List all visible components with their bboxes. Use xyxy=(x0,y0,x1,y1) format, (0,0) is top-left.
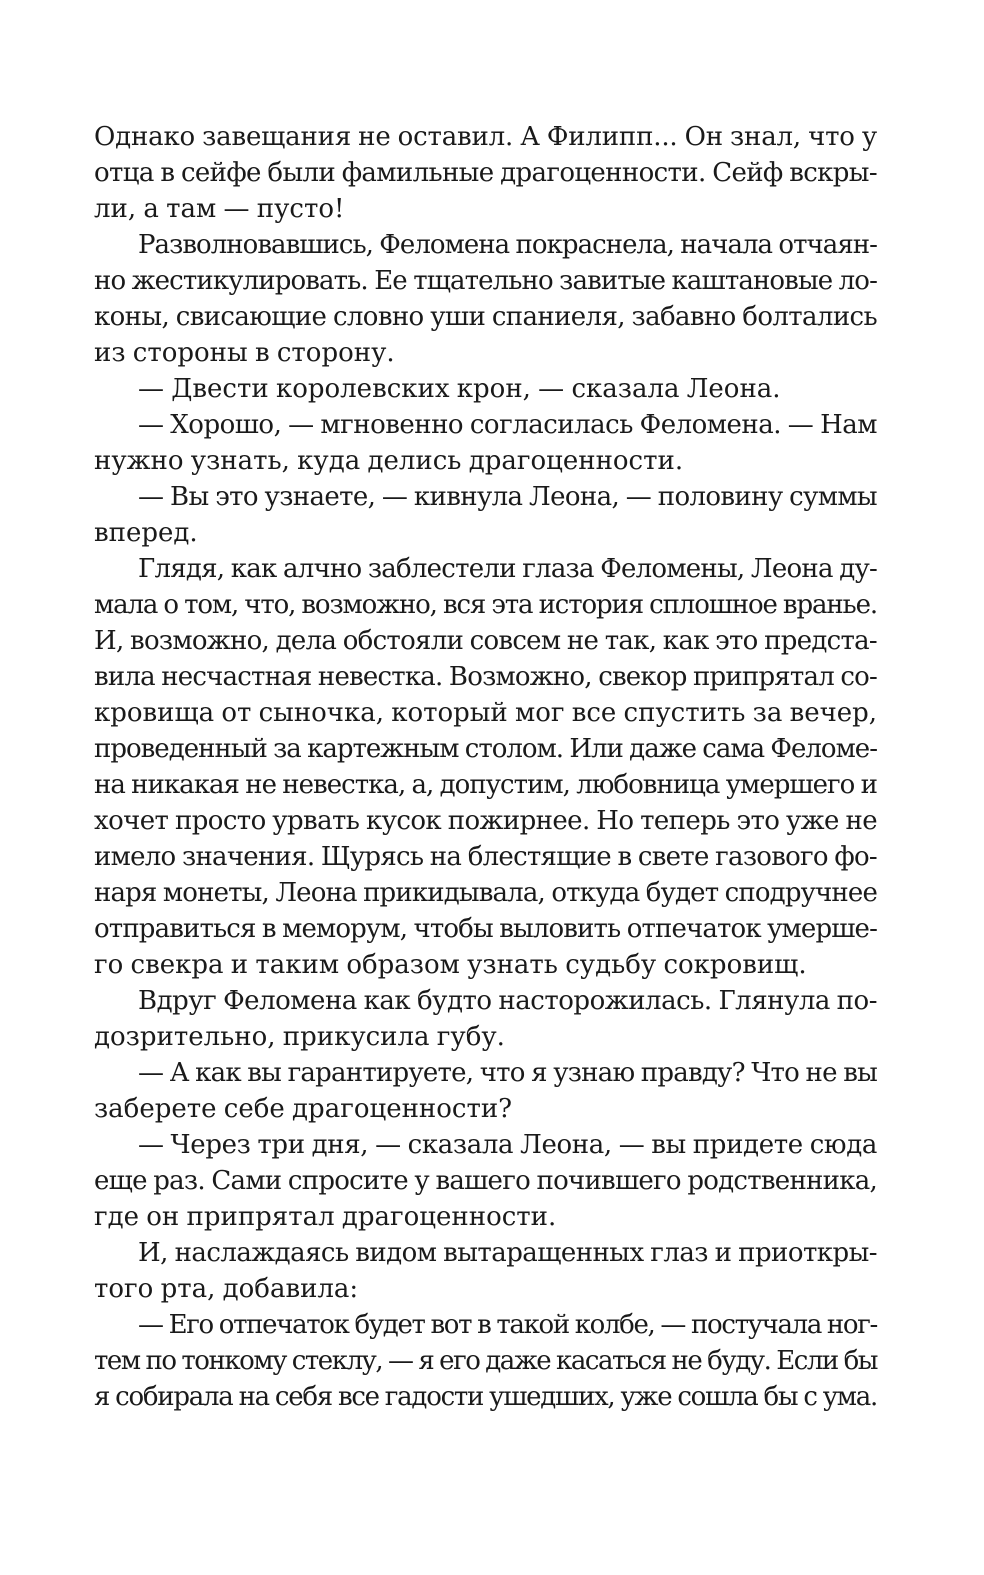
paragraph xyxy=(94,983,877,1055)
text-line: мала о том, что, возможно, вся эта история сплошное вранье. xyxy=(94,590,877,620)
text-line: И, возможно, дела обстояли совсем не так, как это предста- xyxy=(94,626,877,656)
paragraph xyxy=(94,407,877,479)
paragraph xyxy=(94,551,877,983)
text-line: ли, а там — пусто! xyxy=(94,194,345,224)
text-line: — Его отпечаток будет вот в такой колбе, — постучала ног- xyxy=(138,1310,877,1340)
text-line: тем по тонкому стеклу, — я его даже касаться не буду. Если бы xyxy=(94,1346,878,1376)
text-line: И, наслаждаясь видом вытаращенных глаз и приоткры- xyxy=(138,1238,877,1268)
text-line: из стороны в сторону. xyxy=(94,338,395,368)
text-line: — А как вы гарантируете, что я узнаю правду? Что не вы xyxy=(138,1058,877,1088)
text-line: имело значения. Щурясь на блестящие в свете газового фо- xyxy=(94,842,877,872)
text-line: дозрительно, прикусила губу. xyxy=(94,1022,505,1052)
text-line: Однако завещания не оставил. А Филипп... Он знал, что у xyxy=(94,122,878,152)
text-line: на никакая не невестка, а, допустим, любовница умершего и xyxy=(94,770,877,800)
paragraph xyxy=(94,1307,877,1415)
text-line: — Двести королевских крон, — сказала Леона. xyxy=(138,374,781,404)
text-line: вила несчастная невестка. Возможно, свекор припрятал со- xyxy=(94,662,877,692)
text-line: Разволновавшись, Феломена покраснела, начала отчаян- xyxy=(138,230,877,260)
text-line: Глядя, как алчно заблестели глаза Феломены, Леона ду- xyxy=(138,554,878,584)
text-line: — Хорошо, — мгновенно согласилась Феломена. — Нам xyxy=(138,410,877,440)
text-line: нужно узнать, куда делись драгоценности. xyxy=(94,446,684,476)
text-line: отца в сейфе были фамильные драгоценности. Сейф вскры- xyxy=(94,158,878,188)
text-line: — Вы это узнаете, — кивнула Леона, — половину суммы xyxy=(138,482,877,512)
text-line: — Через три дня, — сказала Леона, — вы придете сюда xyxy=(138,1130,877,1160)
text-line: того рта, добавила: xyxy=(94,1274,359,1304)
text-line: отправиться в меморум, чтобы выловить отпечаток умерше- xyxy=(94,914,877,944)
text-line: го свекра и таким образом узнать судьбу сокровищ. xyxy=(94,950,807,980)
paragraph xyxy=(94,1235,877,1307)
text-line: хочет просто урвать кусок пожирнее. Но теперь это уже не xyxy=(94,806,877,836)
text-line: заберете себе драгоценности? xyxy=(94,1094,513,1124)
text-line: еще раз. Сами спросите у вашего почившего родственника, xyxy=(94,1166,878,1196)
text-line: где он припрятал драгоценности. xyxy=(94,1202,557,1232)
text-line: проведенный за картежным столом. Или даже сама Феломе- xyxy=(94,734,877,764)
paragraph xyxy=(94,119,877,227)
text-line: кровища от сыночка, который мог все спустить за вечер, xyxy=(94,698,878,728)
paragraph xyxy=(94,1055,877,1127)
text-line: коны, свисающие словно уши спаниеля, забавно болтались xyxy=(94,302,878,332)
paragraph xyxy=(94,371,877,407)
text-line: Вдруг Феломена как будто насторожилась. Глянула по- xyxy=(138,986,877,1016)
page-text xyxy=(94,119,877,1415)
text-line: но жестикулировать. Ее тщательно завитые каштановые ло- xyxy=(94,266,877,296)
text-line: наря монеты, Леона прикидывала, откуда будет сподручнее xyxy=(94,878,877,908)
text-line: я собирала на себя все гадости ушедших, уже сошла бы с ума. xyxy=(94,1382,878,1412)
paragraph xyxy=(94,227,877,371)
text-line: вперед. xyxy=(94,518,198,548)
paragraph xyxy=(94,1127,877,1235)
paragraph xyxy=(94,479,877,551)
